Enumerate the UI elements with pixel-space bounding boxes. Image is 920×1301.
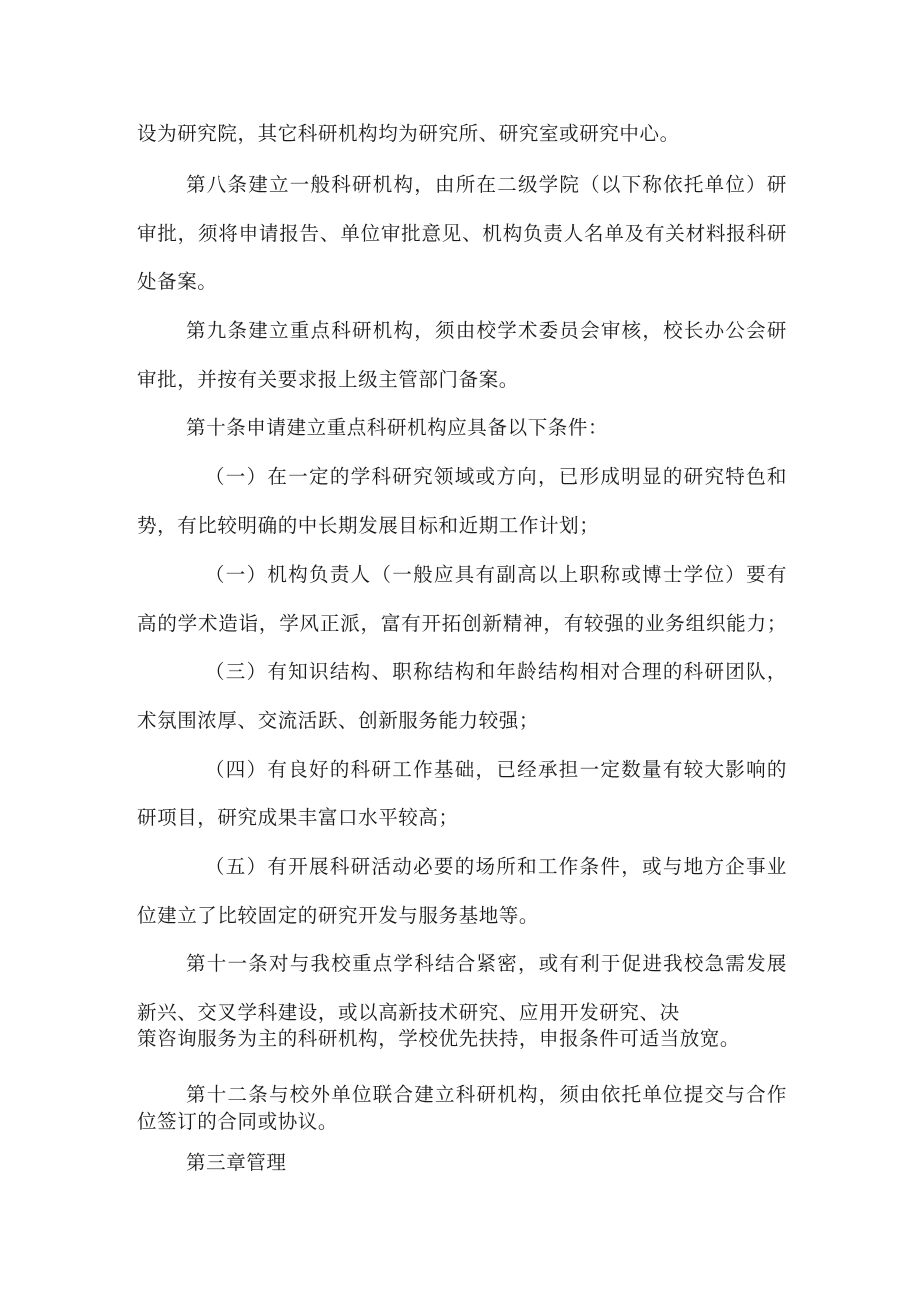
- article-8-line-2: 审批，须将申请报告、单位审批意见、机构负责人名单及有关材料报科研: [137, 222, 787, 245]
- article-12-line-2: 位签订的合同或协议。: [137, 1110, 339, 1133]
- article-11-line-1: 第十一条对与我校重点学科结合紧密，或有利于促进我校急需发展: [186, 952, 787, 975]
- condition-5-line-1: （五）有开展科研活动必要的场所和工作条件，或与地方企事业: [205, 855, 787, 878]
- article-9-line-2: 审批，并按有关要求报上级主管部门备案。: [137, 368, 519, 391]
- condition-1-line-2: 势，有比较明确的中长期发展目标和近期工作计划；: [137, 514, 600, 537]
- condition-4-line-2: 研项目，研究成果丰富口水平较高；: [137, 806, 459, 829]
- condition-3-line-1: （三）有知识结构、职称结构和年龄结构相对合理的科研团队，: [205, 660, 787, 683]
- article-8-line-1: 第八条建立一般科研机构，由所在二级学院（以下称依托单位）研: [186, 173, 787, 196]
- text-line: 设为研究院，其它科研机构均为研究所、研究室或研究中心。: [137, 122, 680, 145]
- condition-3-line-2: 术氛围浓厚、交流活跃、创新服务能力较强；: [137, 709, 540, 732]
- article-10-heading: 第十条申请建立重点科研机构应具备以下条件：: [186, 416, 609, 439]
- condition-4-line-1: （四）有良好的科研工作基础，已经承担一定数量有较大影响的: [205, 758, 787, 781]
- article-11-line-2: 新兴、交叉学科建设，或以高新技术研究、应用开发研究、决: [137, 1001, 680, 1024]
- condition-2-line-1: （一）机构负责人（一般应具有副高以上职称或博士学位）要有: [205, 563, 787, 586]
- condition-5-line-2: 位建立了比较固定的研究开发与服务基地等。: [137, 904, 540, 927]
- condition-2-line-2: 高的学术造诣，学风正派，富有开拓创新精神，有较强的业务组织能力；: [137, 612, 787, 635]
- chapter-3-heading: 第三章管理: [186, 1151, 287, 1174]
- article-9-line-1: 第九条建立重点科研机构，须由校学术委员会审核，校长办公会研: [186, 319, 787, 342]
- article-8-line-3: 处备案。: [137, 270, 218, 293]
- article-11-line-3: 策咨询服务为主的科研机构，学校优先扶持，申报条件可适当放宽。: [137, 1027, 741, 1050]
- condition-1-line-1: （一）在一定的学科研究领域或方向，已形成明显的研究特色和: [205, 465, 787, 488]
- article-12-line-1: 第十二条与校外单位联合建立科研机构，须由依托单位提交与合作: [186, 1083, 787, 1106]
